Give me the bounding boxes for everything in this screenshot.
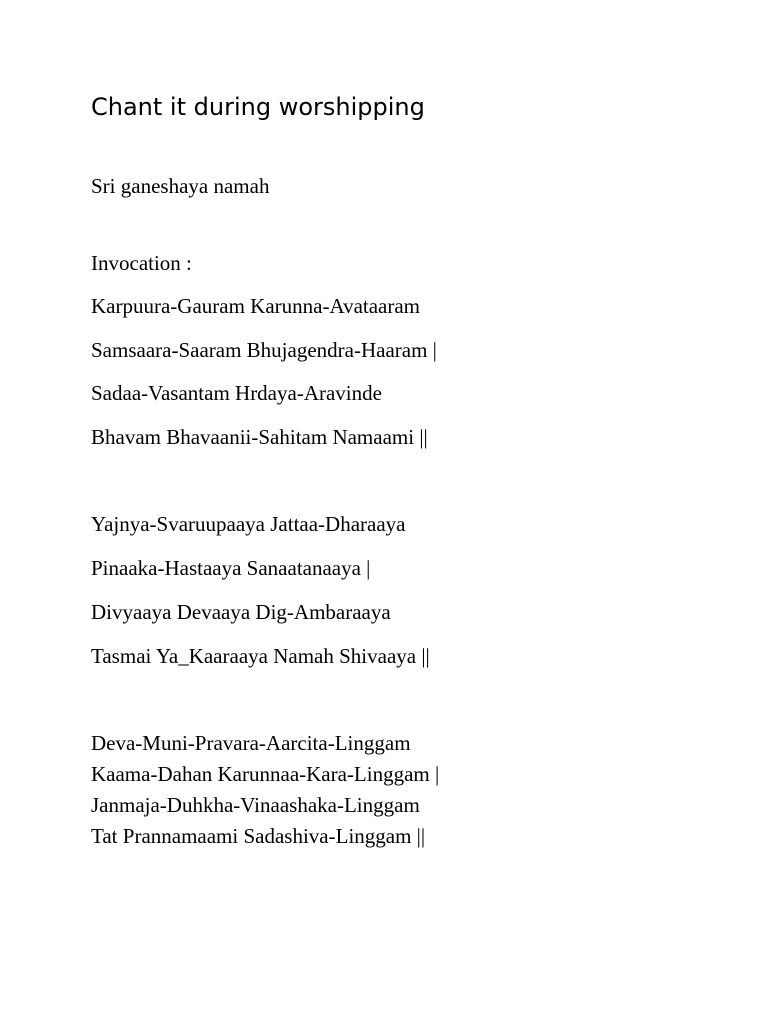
verse1-line-2: Samsaara-Saaram Bhujagendra-Haaram | <box>91 338 437 362</box>
invocation-heading: Invocation : <box>91 251 192 275</box>
verse2-line-1: Yajnya-Svaruupaaya Jattaa-Dharaaya <box>91 512 406 536</box>
verse3-line-2: Kaama-Dahan Karunnaa-Kara-Linggam | <box>91 762 440 786</box>
verse2-line-3: Divyaaya Devaaya Dig-Ambaraaya <box>91 600 391 624</box>
verse3-line-4: Tat Prannamaami Sadashiva-Linggam || <box>91 824 426 848</box>
verse1-line-3: Sadaa-Vasantam Hrdaya-Aravinde <box>91 381 382 405</box>
page-title: Chant it during worshipping <box>91 93 425 121</box>
salutation-line: Sri ganeshaya namah <box>91 174 270 198</box>
verse1-line-4: Bhavam Bhavaanii-Sahitam Namaami || <box>91 425 428 449</box>
verse2-line-2: Pinaaka-Hastaaya Sanaatanaaya | <box>91 556 371 580</box>
verse2-line-4: Tasmai Ya_Kaaraaya Namah Shivaaya || <box>91 644 430 668</box>
verse3-line-1: Deva-Muni-Pravara-Aarcita-Linggam <box>91 731 411 755</box>
verse3-line-3: Janmaja-Duhkha-Vinaashaka-Linggam <box>91 793 420 817</box>
verse1-line-1: Karpuura-Gauram Karunna-Avataaram <box>91 294 421 318</box>
